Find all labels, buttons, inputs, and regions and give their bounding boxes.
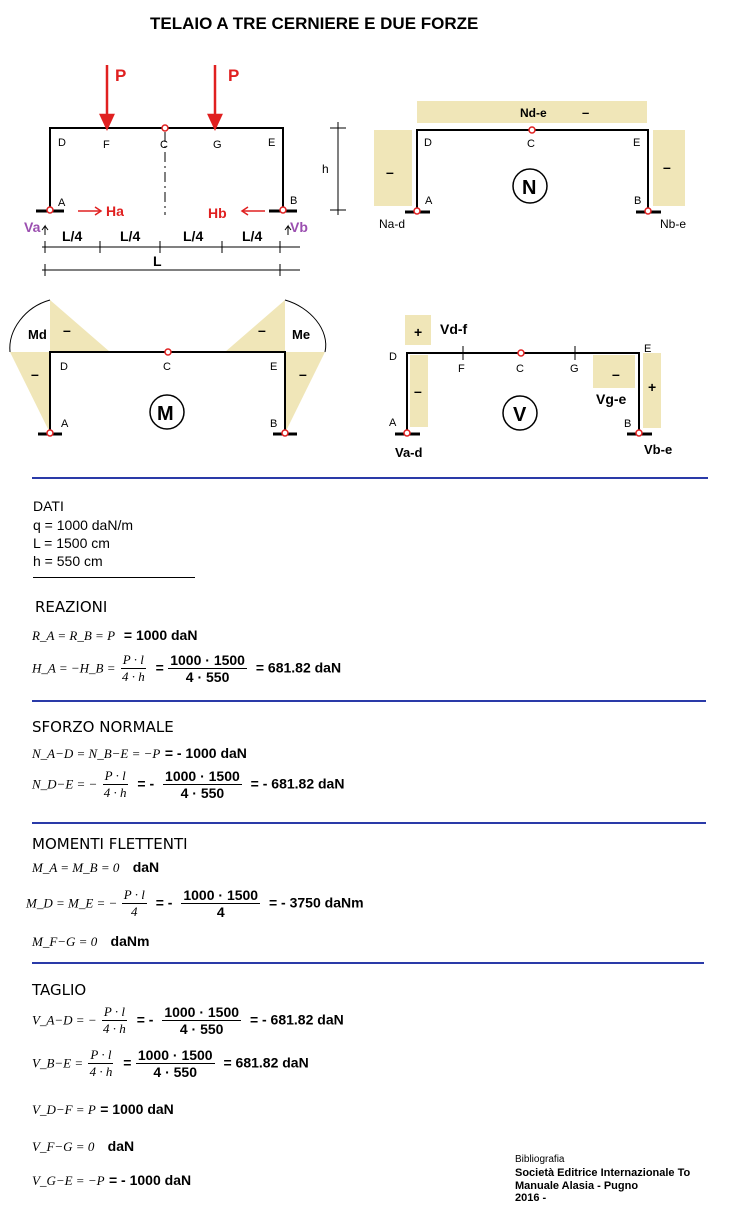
bibliografia-label: Bibliografia <box>515 1154 565 1165</box>
equation-taglio-vad: V_A−D = − $\frac{P \cdot l}{4 \cdot h}$ = - $\frac{1000 \cdot 1500}{4 \cdot 550}$ = - 681.82 daN <box>32 1004 344 1037</box>
divider <box>33 577 195 578</box>
equation-momenti-mfg: M_F−G = 0 daNm <box>32 933 150 949</box>
bibliografia-line1: Società Editrice Internazionale To <box>515 1167 691 1179</box>
normal-force-diagram <box>360 95 742 240</box>
v-diagram-label: V <box>513 404 527 426</box>
nbe-sign: – <box>663 159 671 175</box>
me-label: Me <box>292 327 311 342</box>
nad-sign: – <box>386 164 394 180</box>
nde-sign: – <box>582 105 590 120</box>
sforzo-heading: SFORZO NORMALE <box>32 718 174 736</box>
equation-taglio-vge: V_G−E = −P = - 1000 daN <box>32 1172 192 1188</box>
vge-sign: – <box>612 366 620 382</box>
n-node-e-label: E <box>633 137 641 149</box>
equation-momenti-mab: M_A = M_B = 0 daN <box>32 859 160 875</box>
node-g-label: G <box>213 139 222 151</box>
ha-label: Ha <box>106 203 124 219</box>
node-f-label: F <box>103 139 110 151</box>
v-node-a-label: A <box>389 417 397 429</box>
m-node-a-label: A <box>61 418 69 430</box>
divider <box>32 700 706 702</box>
node-b-label: B <box>290 195 298 207</box>
divider <box>32 822 706 824</box>
v-node-f-label: F <box>458 363 465 375</box>
dati-h: h = 550 cm <box>33 553 103 569</box>
nbe-label: Nb-e <box>660 217 687 231</box>
vbe-label: Vb-e <box>644 442 673 457</box>
m-node-e-label: E <box>270 361 278 373</box>
vge-label: Vg-e <box>596 391 627 407</box>
taglio-heading: TAGLIO <box>32 981 87 999</box>
nad-label: Na-d <box>379 217 406 231</box>
v-node-c-label: C <box>516 363 524 375</box>
mbe-sign: – <box>299 366 307 382</box>
span-l4-3-label: L/4 <box>183 228 204 244</box>
va-label: Va <box>24 219 41 235</box>
m-diagram-label: M <box>157 403 174 425</box>
v-node-e-label: E <box>644 343 652 355</box>
bending-moment-diagram <box>0 295 345 445</box>
equation-reazione-r: R_A = R_B = P = 1000 daN <box>32 627 198 643</box>
mad-sign: – <box>31 366 39 382</box>
span-l4-1-label: L/4 <box>62 228 83 244</box>
momenti-heading: MOMENTI FLETTENTI <box>32 835 188 853</box>
height-h-label: h <box>322 162 329 176</box>
span-l4-2-label: L/4 <box>120 228 141 244</box>
equation-sforzo-nde: N_D−E = − $\frac{P \cdot l}{4 \cdot h}$ = - $\frac{1000 \cdot 1500}{4 \cdot 550}$ = - 681.82 daN <box>32 768 345 801</box>
vdf-sign: + <box>414 324 423 340</box>
equation-sforzo-n: N_A−D = N_B−E = −P = - 1000 daN <box>32 745 247 761</box>
v-node-d-label: D <box>389 351 397 363</box>
n-node-b-label: B <box>634 195 642 207</box>
divider <box>32 962 704 964</box>
divider <box>32 477 708 479</box>
v-node-g-label: G <box>570 363 579 375</box>
equation-taglio-vbe: V_B−E = $\frac{P \cdot l}{4 \cdot h}$ = $\frac{1000 \cdot 1500}{4 \cdot 550}$ = 681.82 daN <box>32 1047 309 1080</box>
node-c-label: C <box>160 139 168 151</box>
equation-taglio-vdf: V_D−F = P = 1000 daN <box>32 1101 174 1117</box>
bibliografia-line2: Manuale Alasia - Pugno <box>515 1180 639 1192</box>
n-node-c-label: C <box>527 138 535 150</box>
dati-heading: DATI <box>33 498 64 514</box>
m-node-c-label: C <box>163 361 171 373</box>
vb-label: Vb <box>290 219 308 235</box>
force-p1-label: P <box>115 66 127 85</box>
n-node-d-label: D <box>424 137 432 149</box>
node-e-label: E <box>268 137 276 149</box>
equation-reazione-h: H_A = −H_B = $\frac{P \cdot l}{4 \cdot h}$ = $\frac{1000 \cdot 1500}{4 \cdot 550}$ = 681.82 daN <box>32 652 342 685</box>
vad-label: Va-d <box>395 445 423 460</box>
bibliografia-line3: 2016 - <box>515 1192 547 1204</box>
reazioni-heading: REAZIONI <box>35 598 108 616</box>
vad-sign: – <box>414 383 422 399</box>
md-sign: – <box>63 322 71 338</box>
m-node-b-label: B <box>270 418 278 430</box>
span-l4-4-label: L/4 <box>242 228 263 244</box>
vbe-sign: + <box>648 379 657 395</box>
me-sign: – <box>258 322 266 338</box>
dati-q: q = 1000 daN/m <box>33 517 134 533</box>
v-node-b-label: B <box>624 418 632 430</box>
md-label: Md <box>28 327 47 342</box>
frame-diagram <box>0 60 380 280</box>
page-title: TELAIO A TRE CERNIERE E DUE FORZE <box>150 14 479 33</box>
nde-label: Nd-e <box>520 106 547 120</box>
m-node-d-label: D <box>60 361 68 373</box>
span-l-label: L <box>153 253 162 269</box>
n-node-a-label: A <box>425 195 433 207</box>
n-diagram-label: N <box>522 177 537 199</box>
dati-l: L = 1500 cm <box>33 535 110 551</box>
equation-taglio-vfg: V_F−G = 0 daN <box>32 1138 135 1154</box>
shear-diagram <box>380 310 710 460</box>
force-p2-label: P <box>228 66 240 85</box>
hb-label: Hb <box>208 205 227 221</box>
equation-momenti-mde: M_D = M_E = − $\frac{P \cdot l}{4}$ = - $\frac{1000 \cdot 1500}{4}$ = - 3750 daNm <box>26 887 364 920</box>
vdf-label: Vd-f <box>440 321 468 337</box>
node-a-label: A <box>58 197 66 209</box>
node-d-label: D <box>58 137 66 149</box>
